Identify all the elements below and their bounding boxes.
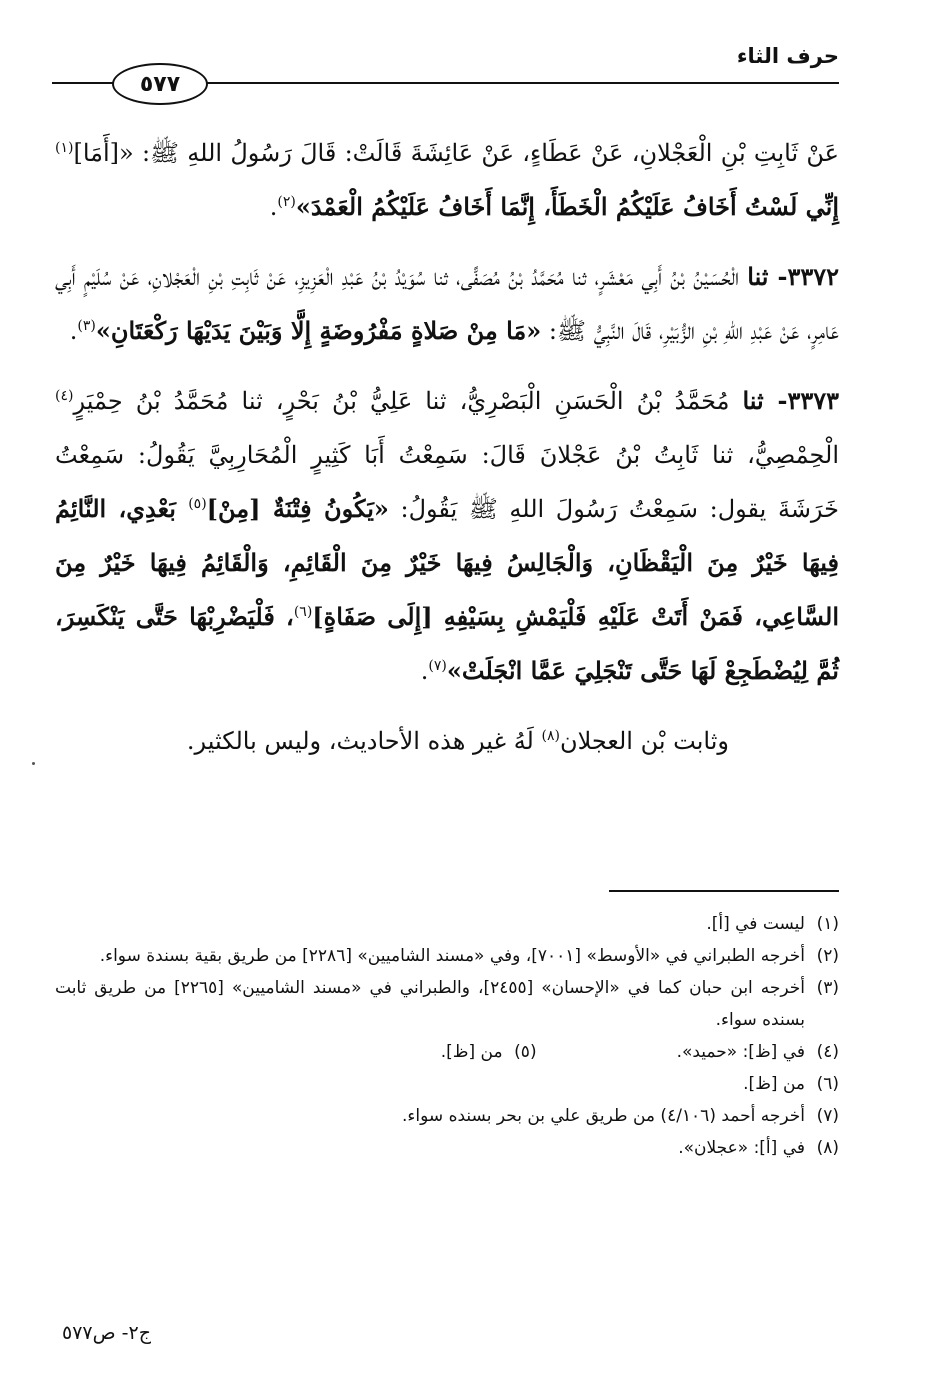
hadith-text: إِنِّي لَسْتُ أَخَافُ عَلَيْكُمُ الْخَطَأَ، إِنَّمَا أَخَافُ عَلَيْكُمُ الْعَمْدَ» — [295, 192, 839, 221]
footnote-text: في [ظ]: «حميد». — [676, 1042, 805, 1062]
footnote-8 — [55, 1132, 839, 1164]
footnote-number: (٤) — [816, 1042, 839, 1062]
text-span: . — [420, 657, 429, 685]
isnad-text: الْحُسَيْنُ بْنُ أَبِي مَعْشَرٍ، ثنا مُحَمَّدُ بْنُ مُصَفًّى، ثنا سُوَيْدُ بْنُ عَبْدِ الْعَزِيزِ، عَنْ ثَابِتِ بْنِ الْعَجْلانِ، عَنْ سُلَيْمٍ أَبِي عَامِرٍ، عَنْ عَبْدِ اللهِ بْنِ الزُّبَيْرِ، قَالَ النَّبِيُّ ﷺ: — [55, 263, 839, 345]
paragraph-hadith-3372 — [55, 250, 839, 358]
footnote-text: ليست في [أ]. — [706, 914, 805, 934]
thana-word: ثنا — [747, 262, 769, 291]
hadith-text: بَعْدِي، النَّائِمُ فِيهَا خَيْرٌ مِنَ الْيَقْظَانِ، وَالْجَالِسُ فِيهَا خَيْرٌ مِنَ الْقَائِمِ، وَالْقَائِمُ فِيهَا خَيْرٌ مِنَ السَّاعِي، فَمَنْ أَتَتْ عَلَيْهِ فَلْيَمْشِ بِسَيْفِهِ [إِلَى صَفَاةٍ] — [55, 494, 839, 631]
hadith-number: ٣٣٧٢- — [768, 262, 840, 291]
footnotes — [55, 908, 839, 1164]
footnote-number: (٣) — [816, 978, 839, 998]
footnote-number: (٦) — [816, 1074, 839, 1094]
footnote-ref-4[interactable]: (٤) — [55, 388, 74, 404]
footnote-ref-8[interactable]: (٨) — [541, 728, 560, 744]
footnote-text: أخرجه الطبراني في «الأوسط» [٧٠٠١]، وفي «مسند الشاميين» [٢٢٨٦] من طريق بقية بسندة سواء. — [99, 946, 805, 966]
footnote-ref-1[interactable]: (١) — [55, 140, 74, 156]
page-number-badge — [112, 63, 208, 105]
footnote-3 — [55, 972, 839, 1036]
text-span: . — [69, 317, 78, 345]
paragraph-closing-note — [55, 714, 839, 768]
hadith-text: «مَا مِنْ صَلاةٍ مَفْرُوضَةٍ إِلَّا وَبَيْنَ يَدَيْهَا رَكْعَتَانِ» — [95, 316, 542, 345]
footnote-4 — [677, 1036, 839, 1068]
footnote-1 — [55, 908, 839, 940]
isnad-text: الْحِمْصِيُّ، ثنا ثَابِتُ بْنُ عَجْلانَ قَالَ: سَمِعْتُ أَبَا كَثِيرٍ الْمُحَارِبِيَّ يَقُولُ: سَمِعْتُ خَرَشَةَ يقول: سَمِعْتُ رَسُولَ اللهِ ﷺ يَقُولُ: — [55, 441, 840, 523]
footnote-ref-7[interactable]: (٧) — [428, 658, 447, 674]
footnote-ref-2[interactable]: (٢) — [277, 194, 296, 210]
footnote-number: (٨) — [816, 1138, 839, 1158]
footnote-ref-6[interactable]: (٦) — [293, 604, 313, 620]
text-span: . — [269, 193, 278, 221]
footnote-ref-3[interactable]: (٣) — [77, 318, 96, 334]
footnote-7 — [55, 1100, 839, 1132]
footnote-number: (١) — [816, 914, 839, 934]
hadith-number: ٣٣٧٣- — [763, 386, 839, 415]
footnote-text: أخرجه أحمد (٤/١٠٦) من طريق علي بن بحر بسنده سواء. — [402, 1106, 805, 1126]
scan-speck — [32, 762, 35, 765]
thana-word: ثنا — [742, 386, 764, 415]
footnote-text: في [أ]: «عجلان». — [678, 1138, 805, 1158]
text-span: لَهُ غير هذه الأحاديث، وليس بالكثير. — [186, 727, 542, 755]
paragraph-hadith-3371-end — [55, 126, 839, 234]
footnote-number: (٢) — [816, 946, 839, 966]
footnote-text: من [ظ]. — [440, 1042, 503, 1062]
footnote-text: من [ظ]. — [743, 1074, 805, 1094]
page-number: ٥٧٧ — [139, 71, 181, 97]
footnote-text: أخرجه ابن حبان كما في «الإحسان» [٢٤٥٥]، والطبراني في «مسند الشاميين» [٢٢٦٥] من طريق ثابت بسنده سواء. — [55, 978, 805, 1030]
footnote-number: (٧) — [816, 1106, 839, 1126]
footnote-5 — [441, 1036, 537, 1068]
footnote-ref-5[interactable]: (٥) — [188, 496, 207, 512]
text-span: وثابت بْن العجلان — [559, 727, 729, 755]
main-text — [55, 126, 839, 784]
chapter-title: حرف الثاء — [736, 44, 839, 68]
isnad-text: مُحَمَّدُ بْنُ الْحَسَنِ الْبَصْرِيُّ، ثنا عَلِيُّ بْنُ بَحْرٍ، ثنا مُحَمَّدُ بْنُ حِمْيَرٍ — [73, 387, 743, 415]
hadith-text: «يَكُونُ فِتْنَةٌ [مِنْ] — [206, 494, 389, 523]
footnote-divider — [609, 890, 839, 892]
hadith-text: ، فَلْيَضْرِبْهَا حَتَّى يَنْكَسِرَ، ثُمَّ لِيُضْطَجِعْ لَهَا حَتَّى تَنْجَلِيَ عَمَّا انْجَلَتْ» — [55, 602, 839, 685]
footnote-pair-4-5 — [55, 1036, 839, 1068]
footnote-2 — [55, 940, 839, 972]
footnote-number: (٥) — [514, 1042, 537, 1062]
footnote-6 — [55, 1068, 839, 1100]
text-span: عَنْ ثَابِتِ بْنِ الْعَجْلانِ، عَنْ عَطَاءٍ، عَنْ عَائِشَةَ قَالَتْ: قَالَ رَسُولُ اللهِ ﷺ: «[أَمَا] — [73, 139, 839, 167]
page-reference: ج٢- ص٥٧٧ — [62, 1322, 151, 1344]
paragraph-hadith-3373 — [55, 374, 839, 698]
